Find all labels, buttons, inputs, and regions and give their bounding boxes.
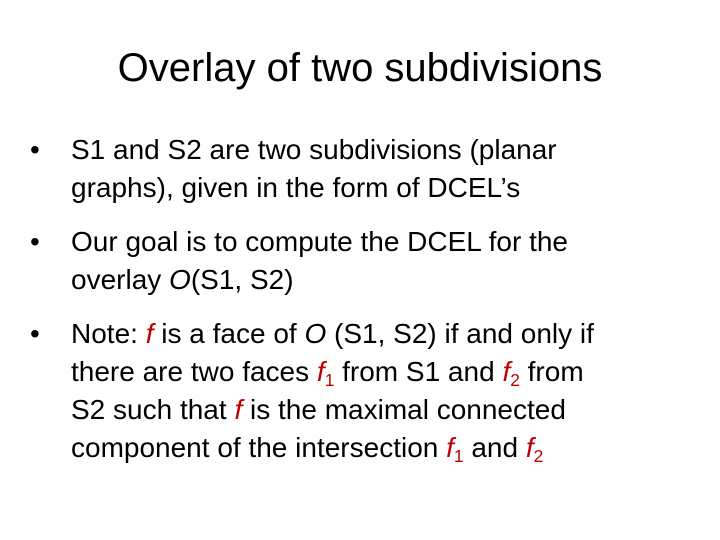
overlay-symbol: O [304,318,327,349]
text-run: from S1 and [334,356,503,387]
face-symbol-f1: f [316,356,325,387]
subscript-1: 1 [324,369,335,390]
overlay-symbol: O [169,264,191,295]
bullet-item-note [30,315,700,467]
text-run: component of the intersection [71,432,447,463]
subscript-1: 1 [453,445,464,466]
face-symbol-f1: f [446,432,454,463]
bullet-text-line [71,429,700,467]
face-symbol-f: f [145,318,154,349]
text-run: is the maximal connected [242,394,566,425]
text-run: there are two faces [71,356,317,387]
bullet-text-line [71,391,700,429]
bullet-marker: • [30,226,40,257]
bullet-text-line [71,261,700,299]
bullet-item-subdivisions [30,131,700,207]
bullet-marker: • [30,134,40,165]
text-run: Note: [71,318,146,349]
bullet-item-goal [30,223,700,299]
text-run: S2 such that [71,394,235,425]
text-run: overlay [71,264,170,295]
face-symbol-f: f [234,394,243,425]
bullet-text-line [71,353,700,391]
subscript-2: 2 [510,369,520,390]
text-run: and [463,432,526,463]
bullet-text-line: Our goal is to compute the DCEL for the [71,226,568,257]
text-run: (S1, S2) if and only if [326,318,594,349]
bullet-text-line: S1 and S2 are two subdivisions (planar [71,134,557,165]
text-run: from [519,356,584,387]
face-symbol-f2: f [525,432,534,463]
text-run: (S1, S2) [190,264,294,295]
bullet-list [30,131,700,467]
text-run: is a face of [153,318,305,349]
face-symbol-f2: f [502,356,511,387]
bullet-text-line [71,315,700,353]
subscript-2: 2 [533,445,544,466]
bullet-text-line: graphs), given in the form of DCEL’s [71,172,521,203]
bullet-marker: • [30,318,40,349]
slide-title: Overlay of two subdivisions [117,46,603,90]
